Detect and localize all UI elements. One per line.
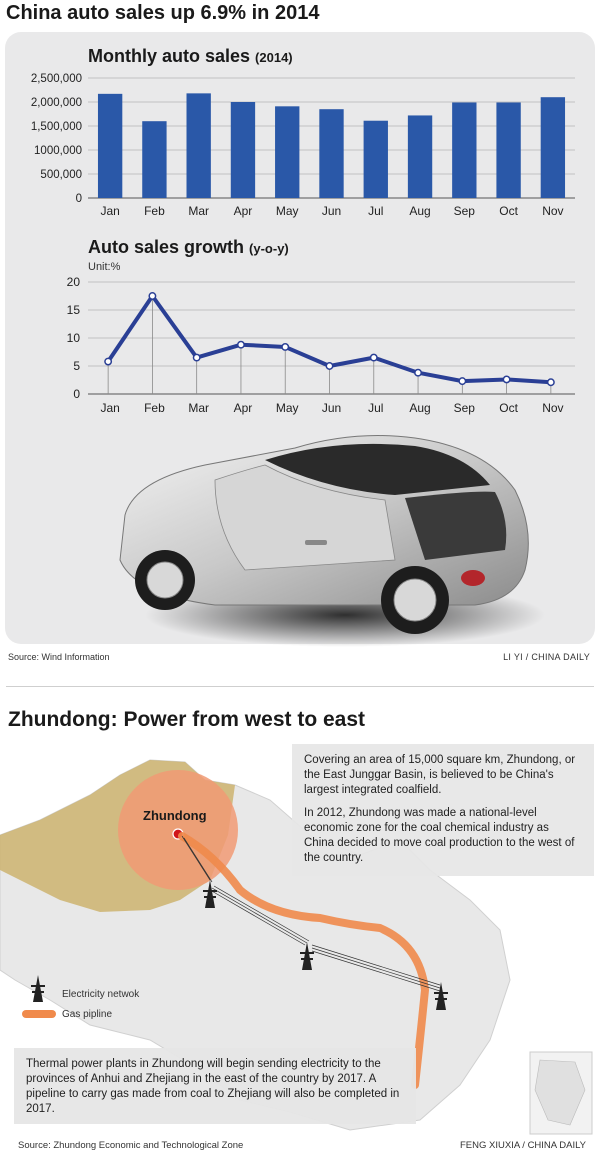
- info-box-top: [292, 744, 594, 876]
- line-y-tick-label: 20: [66, 275, 80, 289]
- info-box-bottom: Thermal power plants in Zhundong will begin sending electricity to the provinces of Anhui and Zhejiang in the east of the country by 2017. A pipeline to carry gas made from coal to Zhejiang will also be completed in 2017.: [14, 1048, 416, 1124]
- source-note: Source: Wind Information: [8, 652, 110, 662]
- bar-x-tick-label: Sep: [453, 204, 475, 218]
- bar-chart-title-suffix: (2014): [255, 50, 293, 65]
- line-x-tick-label: Jul: [368, 401, 384, 415]
- line-x-tick-label: Mar: [188, 401, 210, 415]
- line-chart: [0, 270, 600, 420]
- bar: [275, 106, 299, 198]
- line-point: [105, 358, 111, 364]
- bar-x-tick-label: Apr: [233, 204, 253, 218]
- bar-chart: [0, 60, 600, 230]
- line-point: [193, 354, 199, 360]
- bar: [452, 102, 476, 198]
- line-x-tick-label: Nov: [542, 401, 564, 415]
- bar-y-tick-label: 1000,000: [34, 145, 82, 157]
- credit-note: LI YI / CHINA DAILY: [503, 652, 590, 662]
- section2-headline: Zhundong: Power from west to east: [8, 708, 366, 731]
- line-point: [282, 344, 288, 350]
- zhundong-label: Zhundong: [143, 808, 207, 823]
- page-headline: China auto sales up 6.9% in 2014: [6, 2, 320, 24]
- bar-x-tick-label: Jul: [368, 204, 384, 218]
- bar-x-tick-label: Oct: [499, 204, 518, 218]
- line-point: [415, 370, 421, 376]
- line-point: [459, 378, 465, 384]
- credit-note-2: FENG XIUXIA / CHINA DAILY: [460, 1140, 586, 1151]
- bar-x-tick-label: Feb: [144, 204, 165, 218]
- bar-y-tick-label: 0: [75, 193, 82, 205]
- line-chart-title-suffix: (y-o-y): [249, 241, 289, 256]
- bar: [319, 109, 343, 198]
- bar-x-tick-label: Jan: [100, 204, 120, 218]
- source-note-2: Source: Zhundong Economic and Technological Zone: [18, 1140, 244, 1151]
- info-top-paragraph-1: Covering an area of 15,000 square km, Zhundong, or the East Junggar Basin, is believed to be China's largest integrated coalfield.: [304, 754, 576, 796]
- bar-y-tick-label: 2,500,000: [30, 73, 82, 85]
- line-point: [503, 376, 509, 382]
- legend-gas-swatch: [22, 1010, 56, 1018]
- bar-x-tick-label: May: [275, 204, 299, 218]
- line-point: [326, 363, 332, 369]
- line-y-tick-label: 10: [66, 331, 80, 345]
- line-point: [548, 379, 554, 385]
- info-top-paragraph-2: In 2012, Zhundong was made a national-level economic zone for the coal chemical industry as China decided to move coal production to the west of the country.: [304, 807, 575, 864]
- line-x-tick-label: Jun: [321, 401, 342, 415]
- line-x-tick-label: May: [275, 401, 299, 415]
- bar-y-tick-label: 1,500,000: [30, 121, 82, 133]
- line-x-tick-label: Feb: [144, 401, 165, 415]
- section-divider: [6, 686, 594, 687]
- bar: [231, 102, 255, 198]
- bar-x-tick-label: Mar: [188, 204, 210, 218]
- bar-x-tick-label: Jun: [321, 204, 342, 218]
- bar: [142, 121, 166, 198]
- legend-electricity: Electricity netwok: [62, 989, 140, 1000]
- bar: [187, 93, 211, 198]
- line-point: [238, 342, 244, 348]
- bar-y-tick-label: 2,000,000: [30, 97, 82, 109]
- bar: [408, 115, 432, 198]
- car-illustration: [95, 420, 545, 652]
- bar: [364, 121, 388, 198]
- line-x-tick-label: Aug: [409, 401, 431, 415]
- bar-y-tick-label: 500,000: [40, 169, 82, 181]
- line-point: [149, 293, 155, 299]
- line-point: [371, 354, 377, 360]
- line-chart-title-text: Auto sales growth: [88, 237, 245, 257]
- line-x-tick-label: Apr: [233, 401, 253, 415]
- line-x-tick-label: Sep: [453, 401, 475, 415]
- line-chart-unit: Unit:%: [88, 261, 121, 273]
- line-y-tick-label: 15: [66, 303, 80, 317]
- legend-gas: Gas pipline: [62, 1009, 113, 1020]
- bar: [496, 102, 520, 198]
- bar-x-tick-label: Aug: [409, 204, 431, 218]
- bar-chart-title-text: Monthly auto sales: [88, 46, 251, 66]
- line-chart-title: [88, 237, 289, 258]
- line-x-tick-label: Oct: [499, 401, 518, 415]
- line-x-tick-label: Jan: [100, 401, 120, 415]
- bar: [98, 94, 122, 198]
- bar-x-tick-label: Nov: [542, 204, 564, 218]
- line-y-tick-label: 5: [73, 359, 80, 373]
- line-y-tick-label: 0: [73, 387, 80, 401]
- bar: [541, 97, 565, 198]
